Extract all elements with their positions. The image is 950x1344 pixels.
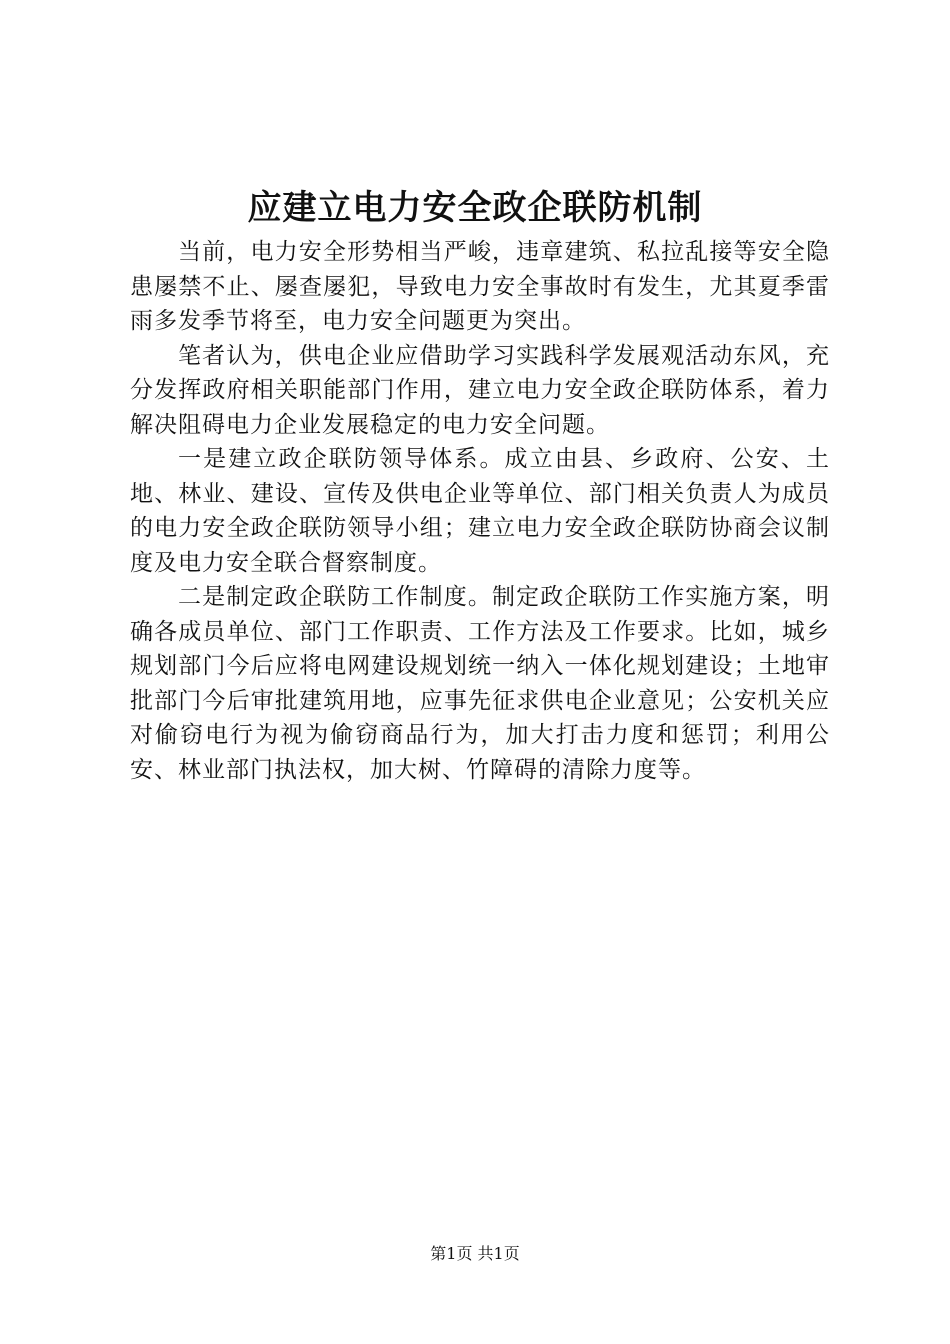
paragraph-3: 一是建立政企联防领导体系。成立由县、乡政府、公安、土地、林业、建设、宣传及供电企业等单位、部门相关负责人为成员的电力安全政企联防领导小组；建立电力安全政企联防协商会议制度及电力安全联合督察制度。	[130, 446, 830, 576]
document-body	[130, 235, 830, 787]
paragraph-2: 笔者认为，供电企业应借助学习实践科学发展观活动东风，充分发挥政府相关职能部门作用，建立电力安全政企联防体系，着力解决阻碍电力企业发展稳定的电力安全问题。	[130, 342, 830, 438]
page-footer: 第1页 共1页	[430, 1244, 520, 1263]
page-title: 应建立电力安全政企联防机制	[247, 188, 703, 228]
paragraph-4: 二是制定政企联防工作制度。制定政企联防工作实施方案，明确各成员单位、部门工作职责、工作方法及工作要求。比如，城乡规划部门今后应将电网建设规划统一纳入一体化规划建设；土地审批部门今后审批建筑用地，应事先征求供电企业意见；公安机关应对偷窃电行为视为偷窃商品行为，加大打击力度和惩罚；利用公安、林业部门执法权，加大树、竹障碍的清除力度等。	[130, 584, 830, 783]
paragraph-1: 当前，电力安全形势相当严峻，违章建筑、私拉乱接等安全隐患屡禁不止、屡查屡犯，导致电力安全事故时有发生，尤其夏季雷雨多发季节将至，电力安全问题更为突出。	[130, 239, 830, 334]
